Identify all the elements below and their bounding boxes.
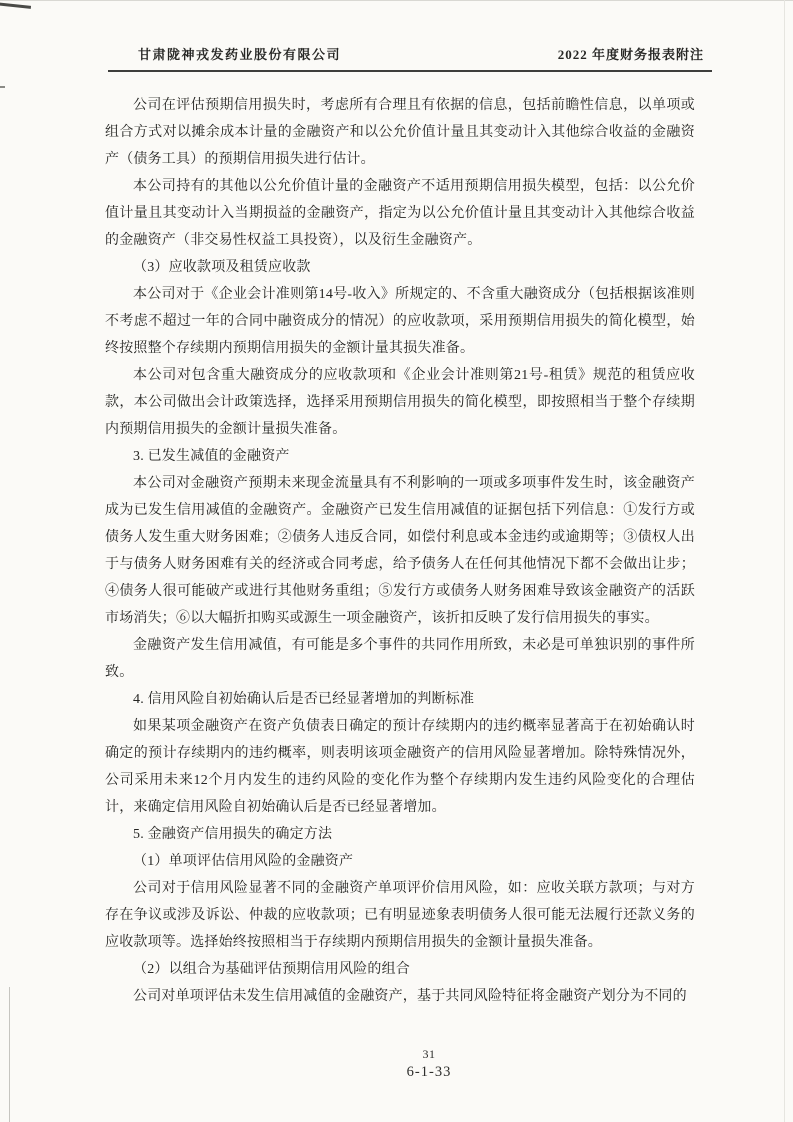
section-heading: 3. 已发生减值的金融资产 <box>133 449 290 464</box>
paragraph: 公司对于信用风险显著不同的金融资产单项评价信用风险，如：应收关联方款项；与对方存在争议或涉及诉讼、仲裁的应收款项；已有明显迹象表明债务人很可能无法履行还款义务的应收款项等。选择始终按照相当于存续期内预期信用损失的金额计量损失准备。 <box>105 881 695 950</box>
paragraph: 本公司持有的其他以公允价值计量的金融资产不适用预期信用损失模型，包括：以公允价值计量且其变动计入当期损益的金融资产，指定为以公允价值计量且其变动计入其他综合收益的金融资产（非交易性权益工具投资），以及衍生金融资产。 <box>105 179 695 248</box>
paragraph: 公司对单项评估未发生信用减值的金融资产，基于共同风险特征将金融资产划分为不同的 <box>133 989 687 1004</box>
section-heading: （3）应收款项及租赁应收款 <box>133 260 311 275</box>
paragraph: 本公司对金融资产预期未来现金流量具有不利影响的一项或多项事件发生时，该金融资产成为已发生信用减值的金融资产。金融资产已发生信用减值的证据包括下列信息：①发行方或债务人发生重大财务困难；②债务人违反合同，如偿付利息或本金违约或逾期等；③债权人出于与债务人财务困难有关的经济或合同考虑，给予债务人在任何其他情况下都不会做出让步；④债务人很可能破产或进行其他财务重组；⑤发行方或债务人财务困难导致该金融资产的活跃市场消失；⑥以大幅折扣购买或源生一项金融资产，该折扣反映了发行信用损失的事实。 <box>105 476 695 626</box>
scan-right-edge-line <box>784 0 785 1122</box>
section-heading: （2）以组合为基础评估预期信用风险的组合 <box>133 962 410 977</box>
scan-edge-top-line <box>0 0 793 1</box>
paragraph: 公司在评估预期信用损失时，考虑所有合理且有依据的信息，包括前瞻性信息，以单项或组合方式对以摊余成本计量的金融资产和以公允价值计量且其变动计入其他综合收益的金融资产（债务工具）的预期信用损失进行估计。 <box>105 98 695 167</box>
company-name: 甘肃陇神戎发药业股份有限公司 <box>138 47 342 62</box>
section-heading: 4. 信用风险自初始确认后是否已经显著增加的判断标准 <box>133 692 475 707</box>
paragraph: 本公司对于《企业会计准则第14号-收入》所规定的、不含重大融资成分（包括根据该准则不考虑不超过一年的合同中融资成分的情况）的应收款项，采用预期信用损失的简化模型，始终按照整个存续期内预期信用损失的金额计量其损失准备。 <box>105 287 695 356</box>
paragraph: 如果某项金融资产在资产负债表日确定的预计存续期内的违约概率显著高于在初始确认时确定的预计存续期内的违约概率，则表明该项金融资产的信用风险显著增加。除特殊情况外，公司采用未来12个月内发生的违约风险的变化作为整个存续期内发生违约风险变化的合理估计，来确定信用风险自初始确认后是否已经显著增加。 <box>105 719 695 815</box>
scan-corner-mark <box>0 2 31 9</box>
document-page-code: 6-1-33 <box>406 1064 452 1080</box>
page-header <box>108 44 712 72</box>
section-heading: 5. 金融资产信用损失的确定方法 <box>133 827 333 842</box>
document-title: 2022 年度财务报表附注 <box>557 47 704 62</box>
scan-left-edge-mark <box>0 86 5 88</box>
page-footer <box>407 1046 452 1082</box>
scan-left-edge-line <box>9 987 10 1122</box>
paragraph: 金融资产发生信用减值，有可能是多个事件的共同作用所致，未必是可单独识别的事件所致。 <box>105 638 695 680</box>
document-body <box>105 92 695 1010</box>
paragraph: 本公司对包含重大融资成分的应收款项和《企业会计准则第21号-租赁》规范的租赁应收款，本公司做出会计政策选择，选择采用预期信用损失的简化模型，即按照相当于整个存续期内预期信用损失的金额计量损失准备。 <box>105 368 695 437</box>
page-number: 31 <box>422 1047 436 1061</box>
section-heading: （1）单项评估信用风险的金融资产 <box>133 854 354 869</box>
